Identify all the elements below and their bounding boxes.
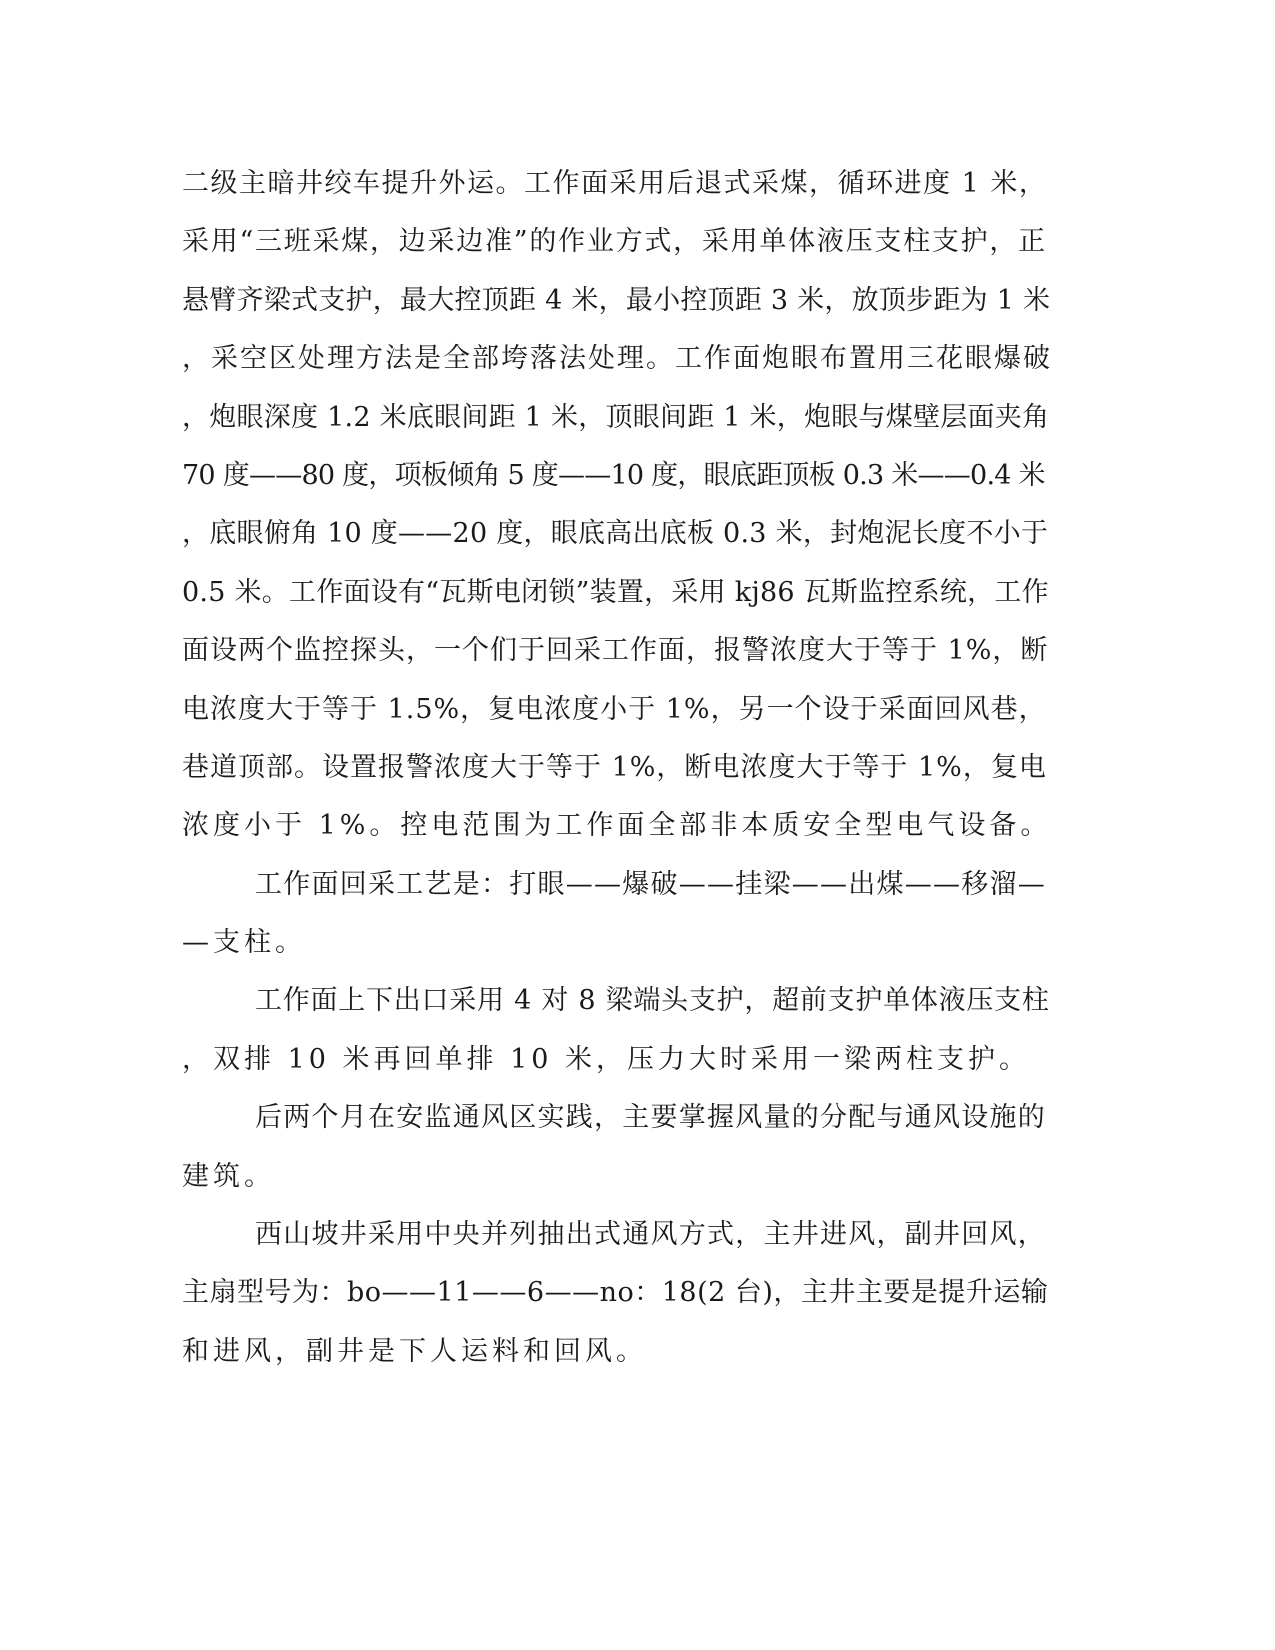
body-text — [182, 155, 1052, 1381]
text-line: 采用“三班采煤，边采边准”的作业方式，采用单体液压支柱支护，正 — [182, 226, 1047, 258]
text-line: 70 度——80 度，项板倾角 5 度——10 度，眼底距顶板 0.3 米——0.4 米 — [182, 459, 1045, 491]
text-line: ，采空区处理方法是全部垮落法处理。工作面炮眼布置用三花眼爆破 — [182, 343, 1052, 375]
text-line: 巷道顶部。设置报警浓度大于等于 1%，断电浓度大于等于 1%，复电 — [182, 751, 1047, 783]
text-line: 面设两个监控探头，一个们于回采工作面，报警浓度大于等于 1%，断 — [182, 635, 1049, 667]
text-line: 二级主暗井绞车提升外运。工作面采用后退式采煤，循环进度 1 米， — [182, 168, 1048, 199]
text-line: —支柱。 — [182, 927, 306, 959]
text-line: ，底眼俯角 10 度——20 度，眼底高出底板 0.3 米，封炮泥长度不小于 — [182, 518, 1049, 550]
text-line: ，双排 10 米再回单排 10 米，压力大时采用一梁两柱支护。 — [182, 1043, 1031, 1075]
text-line: 0.5 米。工作面设有“瓦斯电闭锁”装置，采用 kj86 瓦斯监控系统，工作 — [182, 576, 1049, 608]
text-line: 电浓度大于等于 1.5%，复电浓度小于 1%，另一个设于采面回风巷， — [182, 693, 1047, 725]
text-line: 浓度小于 1%。控电范围为工作面全部非本质安全型电气设备。 — [182, 810, 1052, 842]
text-line: 建筑。 — [182, 1160, 275, 1192]
paragraph-start-line: 工作面上下出口采用 4 对 8 梁端头支护，超前支护单体液压支柱 — [255, 985, 1050, 1017]
text-line: 悬臂齐梁式支护，最大控顶距 4 米，最小控顶距 3 米，放顶步距为 1 米 — [182, 284, 1051, 316]
paragraph-start-line: 西山坡井采用中央并列抽出式通风方式，主井进风，副井回风， — [255, 1219, 1046, 1251]
text-line: 和进风，副井是下人运料和回风。 — [182, 1335, 647, 1367]
paragraph-start-line: 工作面回采工艺是：打眼——爆破——挂梁——出煤——移溜— — [255, 868, 1046, 900]
text-line: 主扇型号为：bo——11——6——no：18(2 台)，主井主要是提升运输 — [182, 1277, 1049, 1309]
paragraph-start-line: 后两个月在安监通风区实践，主要掌握风量的分配与通风设施的 — [255, 1102, 1046, 1134]
text-line: ，炮眼深度 1.2 米底眼间距 1 米，顶眼间距 1 米，炮眼与煤壁层面夹角 — [182, 401, 1050, 433]
